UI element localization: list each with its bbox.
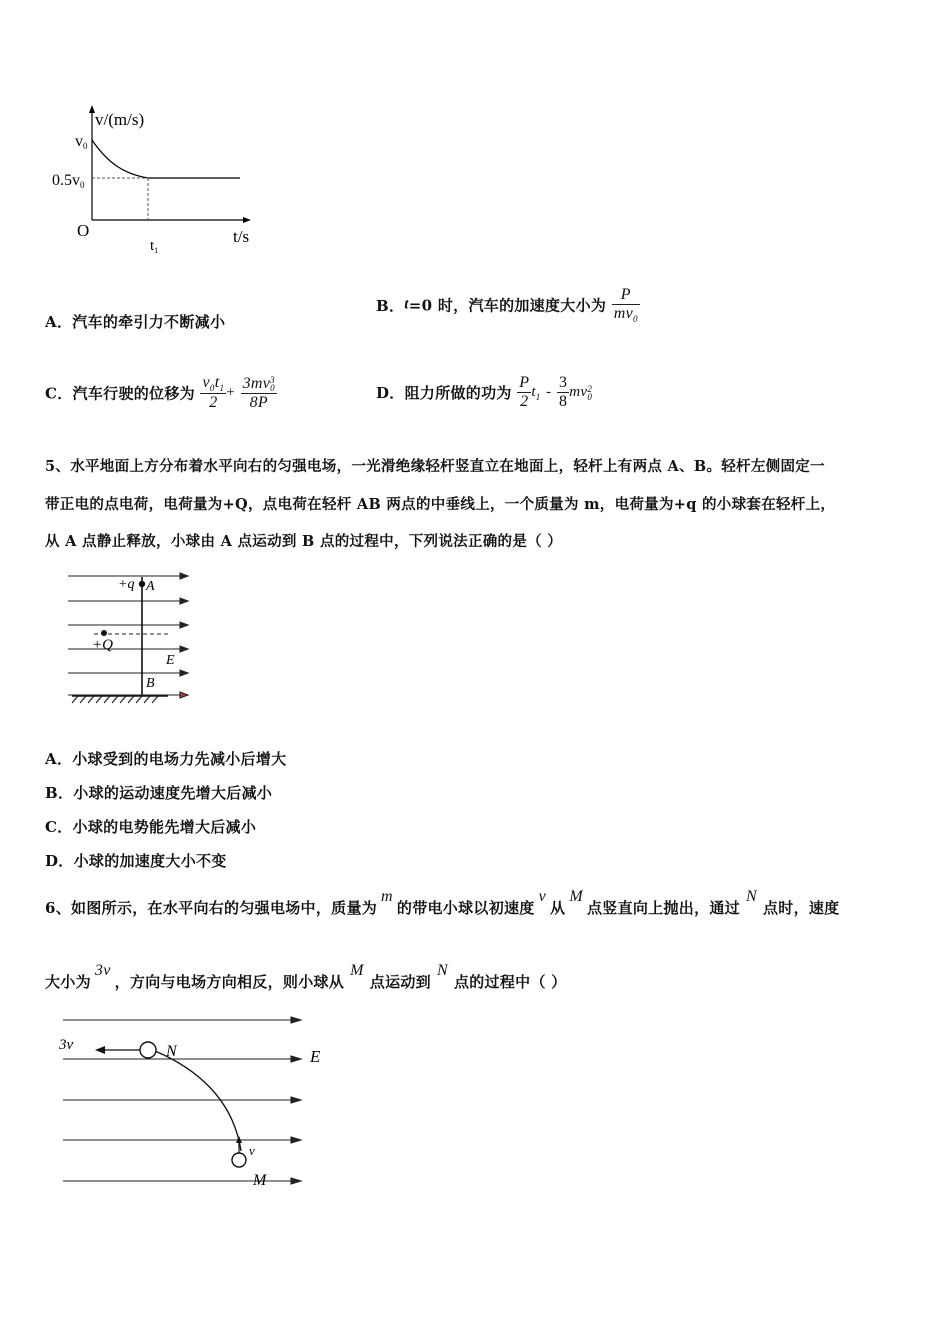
t1-sub: 1 xyxy=(154,246,159,255)
c-f2-num xyxy=(241,375,277,394)
q6-l1-N: N xyxy=(745,888,757,905)
q6-field-arrow-2 xyxy=(291,1056,301,1062)
c-fraction-1 xyxy=(200,374,226,412)
ball-at-m xyxy=(232,1153,246,1167)
b-frac-den-sub: 0 xyxy=(632,314,638,325)
label-n: N xyxy=(166,1043,177,1060)
d-minus: - xyxy=(546,384,552,400)
c-plus: + xyxy=(226,384,236,401)
q6-l2-d: 点的过程中（ ） xyxy=(453,973,567,991)
c-f2-num-main: 3mv xyxy=(242,374,271,392)
point-charge xyxy=(101,630,107,636)
field-arrow-4 xyxy=(180,646,188,652)
q5-figure xyxy=(58,565,208,710)
field-arrow-5 xyxy=(180,670,188,676)
q6-line-2 xyxy=(45,962,567,992)
q5-line-2: 带正电的点电荷，电荷量为+Q，点电荷在轻杆 AB 两点的中垂线上，一个质量为 m，电荷量为+q 的小球套在轻杆上， xyxy=(45,496,836,513)
q6-l2-M: M xyxy=(350,962,364,979)
q6-l2-c: 点运动到 xyxy=(369,973,431,991)
field-arrow-1 xyxy=(180,573,188,579)
q6-l1-c: 从 xyxy=(550,899,566,917)
t1-main: t xyxy=(150,238,155,254)
c-f1-num-t: t xyxy=(214,374,220,391)
ground-hatch xyxy=(72,696,158,703)
d-t-main: t xyxy=(531,383,536,400)
field-arrow-6 xyxy=(180,692,188,698)
d-fraction-2 xyxy=(557,374,569,411)
label-e: E xyxy=(310,1047,321,1066)
label-v: v xyxy=(249,1143,255,1158)
q6-field-arrow-3 xyxy=(291,1097,301,1103)
v0-main: v xyxy=(75,133,83,150)
q6-l2-a: 大小为 xyxy=(45,973,91,991)
q6-field-arrow-1 xyxy=(291,1017,301,1023)
c-f2-den: 8P xyxy=(249,393,268,411)
y-axis-label: v/(m/s) xyxy=(95,110,145,129)
d-fraction-1 xyxy=(517,374,531,411)
v0-sub: 0 xyxy=(83,141,88,151)
vt-graph-figure xyxy=(45,100,270,260)
q6-field-arrow-5 xyxy=(291,1178,301,1184)
c-f1-num xyxy=(200,374,226,394)
d-t-sub: 1 xyxy=(535,391,541,402)
b-frac-num: P xyxy=(612,286,640,305)
trajectory-curve xyxy=(155,1051,241,1151)
half-v0-sub: 0 xyxy=(80,180,85,190)
q6-field-lines xyxy=(63,1017,301,1184)
x-axis-label: t/s xyxy=(233,227,250,246)
velocity-3v-arrowhead xyxy=(95,1046,105,1054)
c-f1-num-v-sub: 0 xyxy=(209,383,215,394)
d-f1-den: 2 xyxy=(520,393,529,410)
q4-option-d-text: D．阻力所做的功为 xyxy=(376,384,512,402)
q6-l1-M: M xyxy=(569,888,583,905)
q4-option-c-text: C．汽车行驶的位移为 xyxy=(45,384,195,403)
q4-option-b-fraction xyxy=(612,286,640,324)
q6-line-1 xyxy=(45,888,840,918)
d-mv-sub: 0 xyxy=(587,391,593,402)
field-arrow-3 xyxy=(180,622,188,628)
label-plus-q: +q xyxy=(118,577,135,592)
v0-label xyxy=(75,133,88,151)
c-f1-den: 2 xyxy=(209,394,218,412)
c-fraction-2 xyxy=(241,375,277,412)
c-f2-sup: 3 xyxy=(270,374,275,385)
q4-option-a: A．汽车的牵引力不断减小 xyxy=(45,313,226,331)
q4-option-d xyxy=(376,374,592,411)
x-axis-arrow xyxy=(243,217,251,223)
q6-figure xyxy=(55,1008,345,1193)
label-b: B xyxy=(146,676,155,691)
q4-option-b xyxy=(376,286,640,324)
q4-option-b-text: =0 时，汽车的加速度大小为 xyxy=(408,296,607,315)
d-mv-scripts xyxy=(587,385,592,401)
d-f1-num: P xyxy=(519,374,530,391)
q6-field-arrow-4 xyxy=(291,1137,301,1143)
b-frac-den-main: mv xyxy=(613,305,633,322)
half-v0-main: 0.5v xyxy=(52,172,80,189)
label-a: A xyxy=(146,579,155,594)
label-m: M xyxy=(253,1172,267,1189)
q5-line-3: 从 A 点静止释放，小球由 A 点运动到 B 点的过程中，下列说法正确的是（ ） xyxy=(45,533,563,550)
q5-option-c: C．小球的电势能先增大后减小 xyxy=(45,818,257,836)
q6-l1-b: 的带电小球以初速度 xyxy=(396,899,535,917)
q4-option-c xyxy=(45,374,277,412)
label-3v: 3v xyxy=(59,1037,74,1053)
q6-l1-d: 点竖直向上抛出，通过 xyxy=(586,899,740,917)
c-f2-sub: 0 xyxy=(270,382,275,393)
c-f2-scripts xyxy=(270,376,275,392)
q6-l1-a: 6、如图所示，在水平向右的匀强电场中，质量为 xyxy=(45,899,378,917)
q6-l1-e: 点时，速度 xyxy=(762,899,840,917)
label-plus-big-q: +Q xyxy=(92,637,113,653)
q6-l2-N: N xyxy=(436,962,448,979)
q5-option-b: B．小球的运动速度先增大后减小 xyxy=(45,784,273,802)
velocity-curve xyxy=(92,140,240,178)
origin-label: O xyxy=(77,221,90,240)
q6-l1-m: m xyxy=(381,888,393,905)
d-mv xyxy=(569,384,592,400)
q4-option-b-prefix: B． xyxy=(376,296,405,315)
field-arrow-2 xyxy=(180,598,188,604)
d-mv-main: mv xyxy=(569,384,588,400)
label-e: E xyxy=(166,653,175,668)
d-mv-sup: 2 xyxy=(587,383,593,394)
q5-line-1: 5、水平地面上方分布着水平向右的匀强电场，一光滑绝缘轻杆竖直立在地面上，轻杆上有两点 A、B。轻杆左侧固定一 xyxy=(45,458,825,475)
t1-label xyxy=(150,238,158,255)
half-v0-label xyxy=(52,172,85,190)
c-f1-num-t-sub: 1 xyxy=(219,383,225,394)
q6-l2-b: ，方向与电场方向相反，则小球从 xyxy=(114,973,345,991)
d-f2-num: 3 xyxy=(558,374,568,391)
ball-at-n xyxy=(140,1042,156,1058)
q5-option-d: D．小球的加速度大小不变 xyxy=(45,852,227,870)
ball-at-a xyxy=(139,581,145,587)
q4-option-b-var: t xyxy=(404,296,409,313)
q5-option-a: A．小球受到的电场力先减小后增大 xyxy=(45,750,287,768)
q6-l1-v: v xyxy=(538,888,547,905)
d-t xyxy=(531,384,540,400)
q6-l2-3v: 3v xyxy=(94,962,111,979)
d-f2-den: 8 xyxy=(558,393,568,410)
b-frac-den xyxy=(612,305,640,324)
c-f1-num-v: v xyxy=(202,374,210,391)
